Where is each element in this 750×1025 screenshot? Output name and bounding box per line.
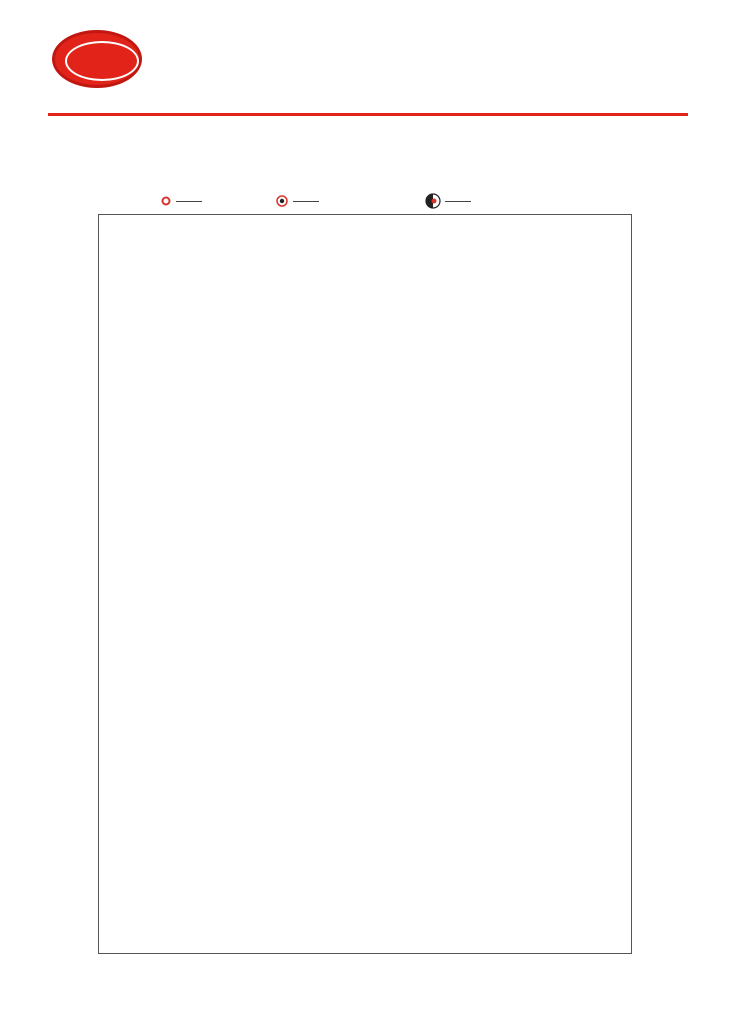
small-contact-icon bbox=[160, 195, 172, 207]
company-logo bbox=[48, 28, 148, 113]
logo-oval bbox=[52, 30, 142, 88]
legend-item-medium bbox=[275, 192, 323, 210]
legend-item-small bbox=[160, 192, 206, 210]
header-divider bbox=[48, 113, 688, 116]
contact-arrangement-table bbox=[98, 214, 632, 954]
medium-contact-icon bbox=[275, 194, 289, 208]
contacts-heading bbox=[88, 163, 94, 181]
legend-item-large bbox=[425, 192, 475, 210]
large-contact-icon bbox=[425, 193, 441, 209]
